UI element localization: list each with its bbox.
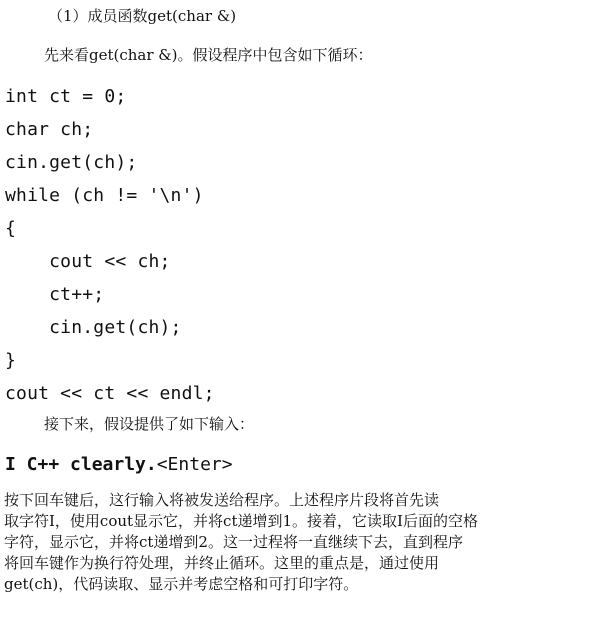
explanation-line: 将回车键作为换行符处理，并终止循环。这里的重点是，通过使用 [4, 554, 440, 572]
explanation-paragraph [4, 490, 602, 595]
explanation-line: get(ch)，代码读取、显示并考虑空格和可打印字符。 [4, 575, 359, 593]
intro-paragraph: 先来看get(char &)。假设程序中包含如下循环： [44, 46, 373, 64]
code-block [5, 80, 215, 410]
code-line: cout << ct << endl; [5, 383, 215, 404]
code-line: cin.get(ch); [5, 152, 138, 173]
input-example [5, 450, 233, 480]
section-heading: （1）成员函数get(char &) [48, 7, 237, 25]
explanation-line: 按下回车键后，这行输入将被发送给程序。上述程序片段将首先读 [4, 491, 440, 509]
code-line: cin.get(ch); [5, 317, 182, 338]
code-line: { [5, 218, 17, 239]
code-line: char ch; [5, 119, 94, 140]
code-line: cout << ch; [5, 251, 171, 272]
explanation-line: 字符，显示它，并将ct递增到2。这一过程将一直继续下去，直到程序 [4, 533, 463, 551]
code-line: } [5, 350, 17, 371]
enter-key-label: <Enter> [156, 454, 233, 475]
code-line: int ct = 0; [5, 86, 127, 107]
code-line: ct++; [5, 284, 105, 305]
input-example-text: I C++ clearly. [5, 454, 157, 475]
explanation-line: 取字符I，使用cout显示它，并将ct递增到1。接着，它读取I后面的空格 [4, 512, 478, 530]
code-line: while (ch != '\n') [5, 185, 204, 206]
input-intro-paragraph: 接下来，假设提供了如下输入： [44, 415, 255, 433]
